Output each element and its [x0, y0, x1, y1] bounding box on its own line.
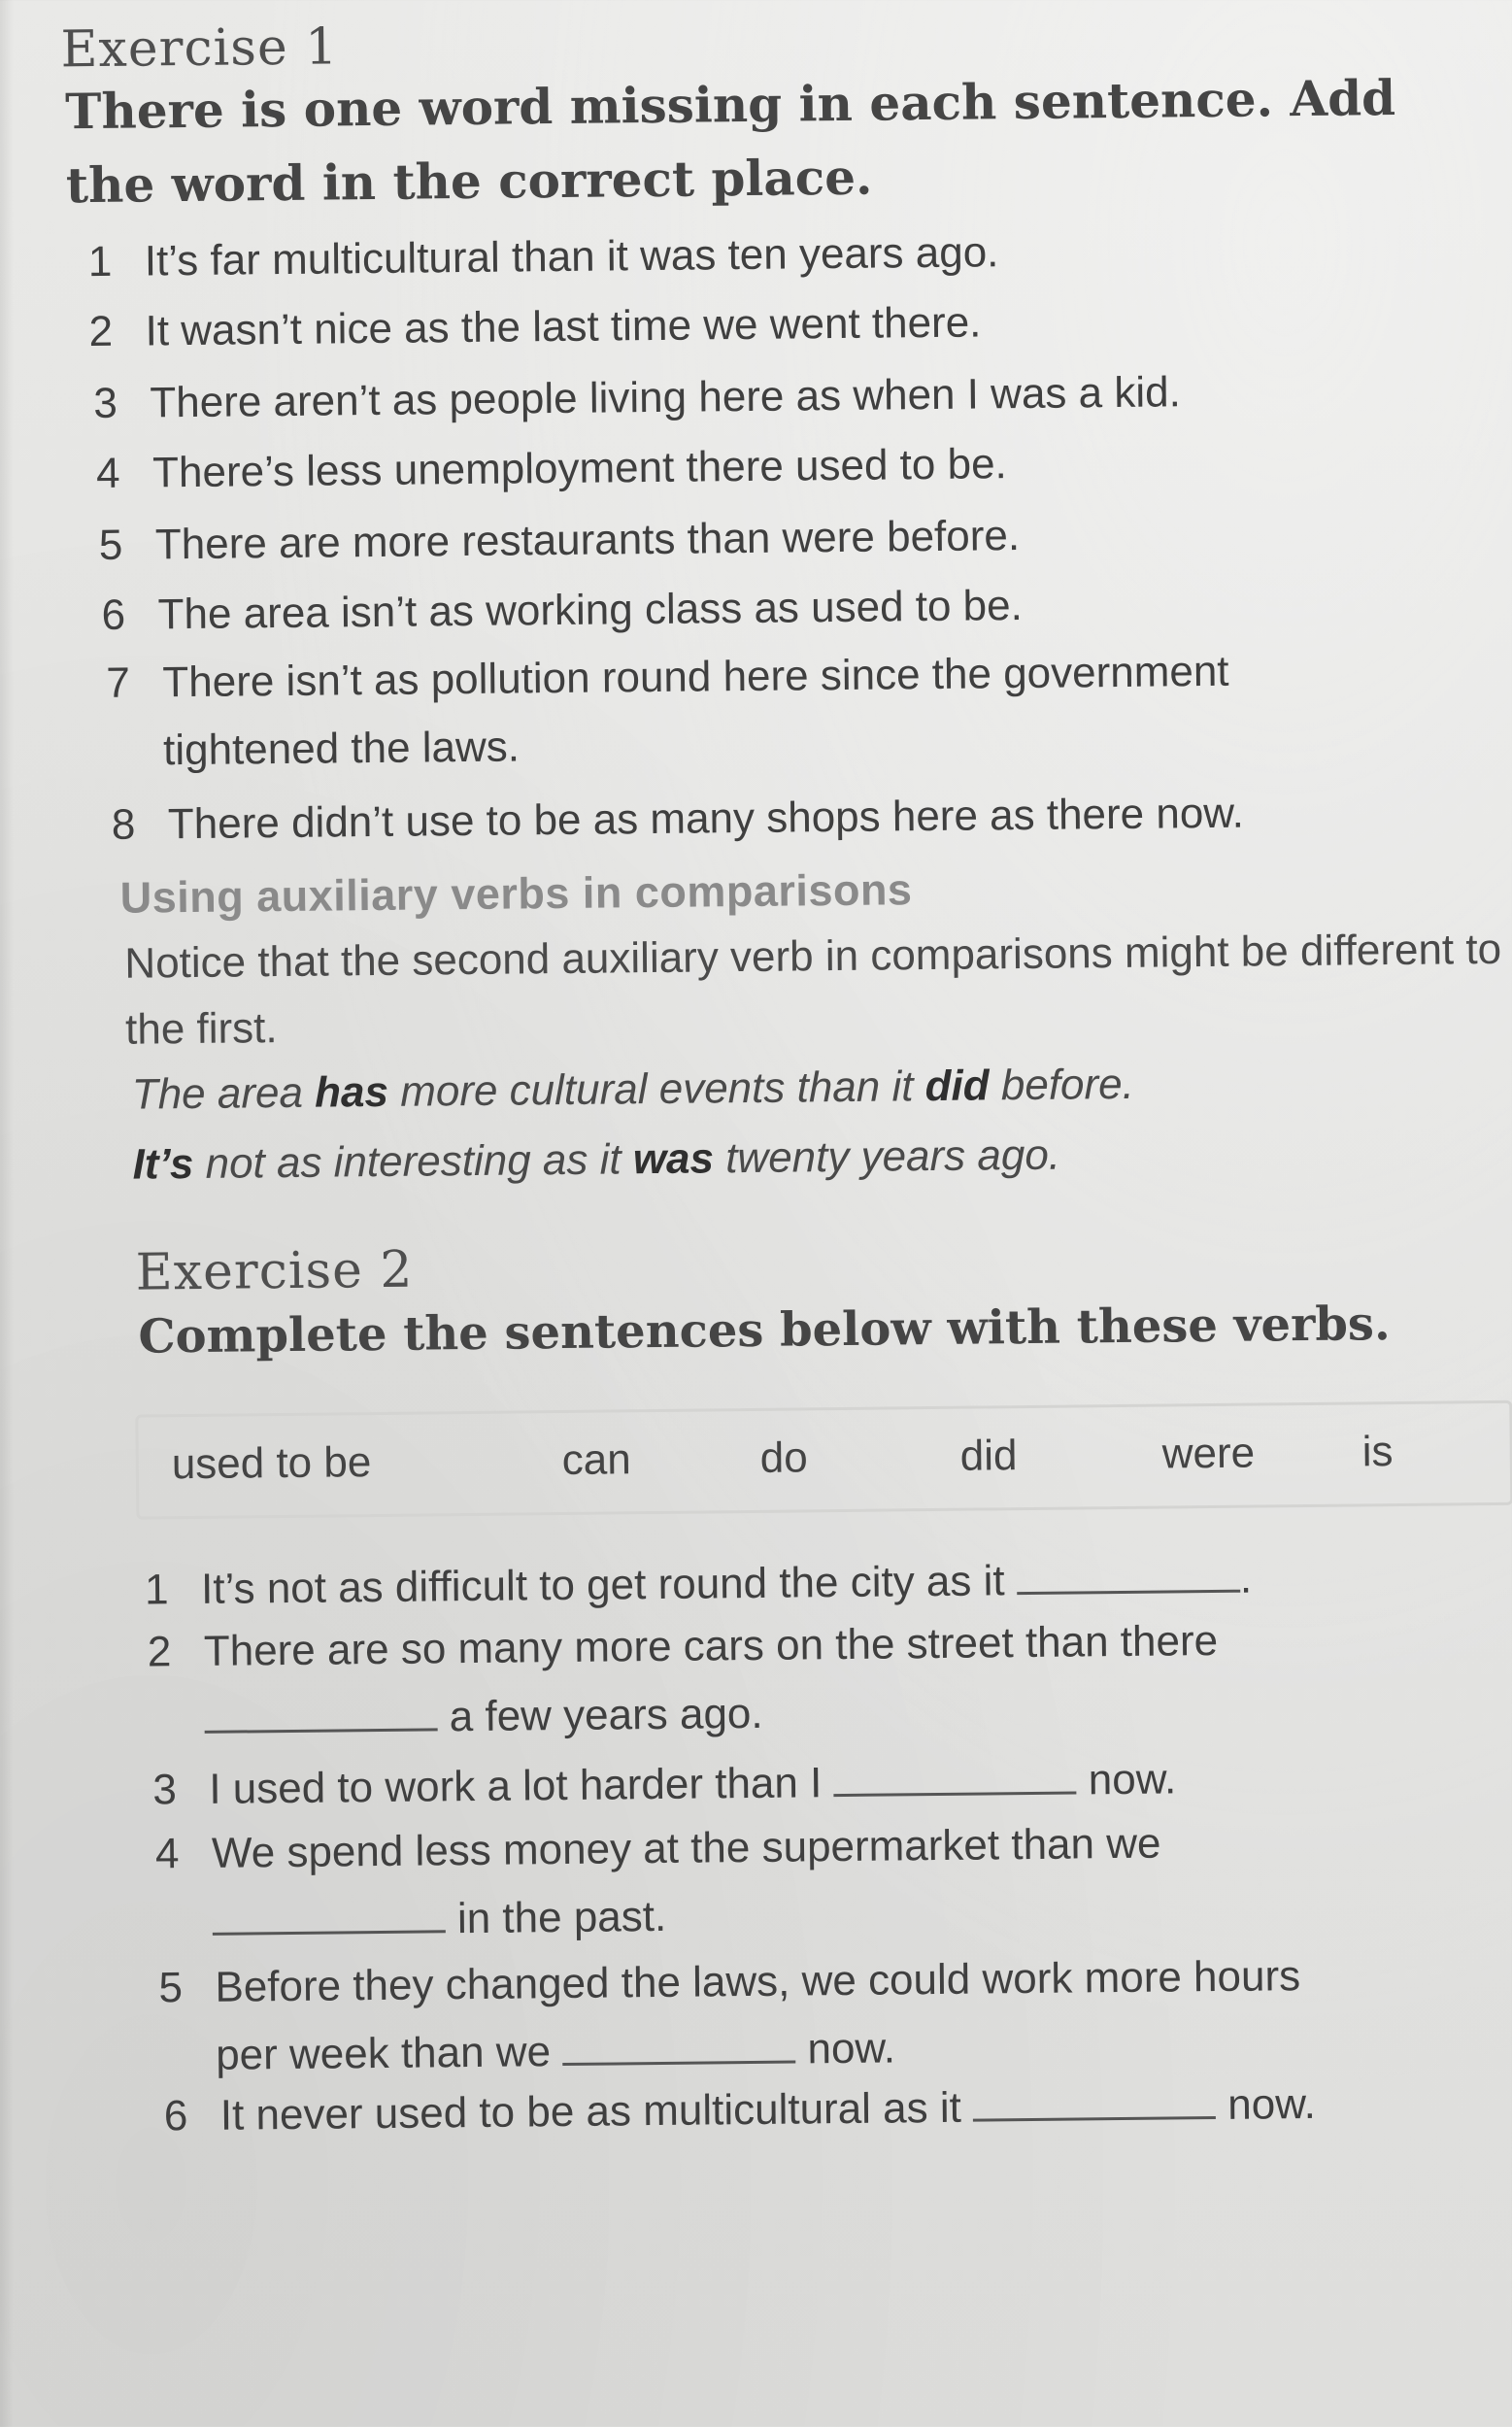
word-bank-item: did: [959, 1432, 1018, 1480]
ex1-item-6: [101, 582, 1023, 640]
item-text: The area isn’t as working class as used to be.: [157, 582, 1024, 639]
example-sentence-1: [132, 1061, 1135, 1120]
item-number: 5: [158, 1964, 184, 2012]
item-number: 6: [101, 590, 126, 639]
word-bank-item: is: [1361, 1428, 1394, 1476]
word-bank-item: do: [759, 1433, 808, 1482]
item-text: .: [1239, 1554, 1253, 1602]
ex2-item-1: [145, 1555, 1252, 1615]
item-text: There isn’t as pollution round here since the government: [162, 647, 1229, 707]
item-text: I used to work a lot harder than I: [209, 1759, 834, 1813]
ex2-item-3: [152, 1755, 1176, 1814]
item-text-continuation: a few years ago.: [437, 1689, 763, 1741]
ex2-item-5: [158, 1940, 1512, 2091]
item-number: 2: [88, 307, 114, 356]
exercise-1-instruction: There is one word missing in each sentence. Add the word in the correct place.: [64, 68, 1396, 215]
item-number: 3: [93, 379, 118, 428]
answer-blank[interactable]: [1017, 1561, 1240, 1595]
ex1-item-3: [93, 368, 1181, 428]
example-text: The area: [131, 1068, 316, 1119]
item-text-continuation: now.: [794, 2024, 896, 2073]
ex1-item-7: [106, 635, 1486, 786]
item-number: 7: [106, 658, 131, 707]
item-text: There are so many more cars on the street than there: [203, 1616, 1219, 1675]
auxiliary-notice: Notice that the second auxiliary verb in comparisons might be different to the first.: [124, 925, 1502, 1054]
item-text: Before they changed the laws, we could work more hours: [215, 1952, 1301, 2011]
exercise-1-title: Exercise 1: [60, 17, 339, 80]
word-bank-item: can: [561, 1435, 631, 1485]
example-bold-verb: It’s: [132, 1139, 194, 1189]
word-bank-item: were: [1161, 1429, 1256, 1478]
item-text-continuation: in the past.: [445, 1892, 667, 1943]
page-edge-shadow: [0, 0, 14, 2427]
ex1-item-1: [88, 228, 999, 287]
example-text: more cultural events than it: [387, 1062, 925, 1116]
exercise-2-title: Exercise 2: [135, 1240, 414, 1302]
example-text: before.: [989, 1060, 1135, 1110]
item-text-continuation: per week than we: [215, 2028, 563, 2079]
example-bold-verb: has: [314, 1067, 389, 1117]
item-number: 8: [111, 800, 136, 849]
item-number: 4: [154, 1830, 180, 1878]
ex1-item-4: [96, 440, 1007, 498]
item-text-continuation: tightened the laws.: [162, 723, 521, 775]
answer-blank[interactable]: [973, 2087, 1216, 2122]
ex1-item-8: [112, 790, 1244, 850]
ex2-item-6: [164, 2080, 1316, 2140]
example-bold-verb: did: [924, 1062, 990, 1111]
example-bold-verb: was: [632, 1134, 715, 1184]
item-number: 3: [152, 1766, 178, 1814]
item-number: 1: [87, 237, 113, 287]
item-number: 2: [147, 1628, 172, 1676]
answer-blank[interactable]: [562, 2032, 795, 2067]
ex1-item-5: [99, 512, 1021, 570]
item-number: 6: [163, 2092, 188, 2140]
item-text: It’s far multicultural than it was ten years ago.: [144, 228, 999, 286]
example-text: not as interesting as it: [193, 1135, 634, 1188]
item-text: now.: [1076, 1755, 1177, 1804]
ex2-item-4: [155, 1806, 1512, 1957]
example-sentence-2: [132, 1131, 1060, 1190]
answer-blank[interactable]: [204, 1699, 437, 1734]
item-text: It never used to be as multicultural as it: [219, 2083, 974, 2140]
item-number: 1: [144, 1566, 169, 1614]
item-text: There’s less unemployment there used to be.: [151, 440, 1008, 497]
item-number: 4: [95, 449, 120, 497]
item-text: There aren’t as people living here as when I was a kid.: [150, 368, 1182, 427]
item-text: There didn’t use to be as many shops here as there now.: [167, 789, 1245, 849]
exercise-2-instruction: Complete the sentences below with these verbs.: [138, 1297, 1391, 1365]
item-text: It’s not as difficult to get round the city as it: [200, 1557, 1018, 1613]
ex1-item-2: [88, 298, 981, 356]
answer-blank[interactable]: [213, 1901, 446, 1936]
ex2-item-2: [147, 1604, 1512, 1755]
item-text: now.: [1215, 2079, 1317, 2130]
item-text: It wasn’t nice as the last time we went there.: [145, 298, 982, 355]
word-bank-item: used to be: [171, 1438, 372, 1489]
word-bank: [135, 1400, 1512, 1520]
item-number: 5: [98, 521, 123, 569]
auxiliary-section-heading: Using auxiliary verbs in comparisons: [119, 864, 913, 923]
item-text: There are more restaurants than were before.: [154, 512, 1021, 569]
answer-blank[interactable]: [833, 1762, 1076, 1797]
item-text: We spend less money at the supermarket than we: [211, 1819, 1161, 1877]
example-text: twenty years ago.: [713, 1130, 1061, 1183]
